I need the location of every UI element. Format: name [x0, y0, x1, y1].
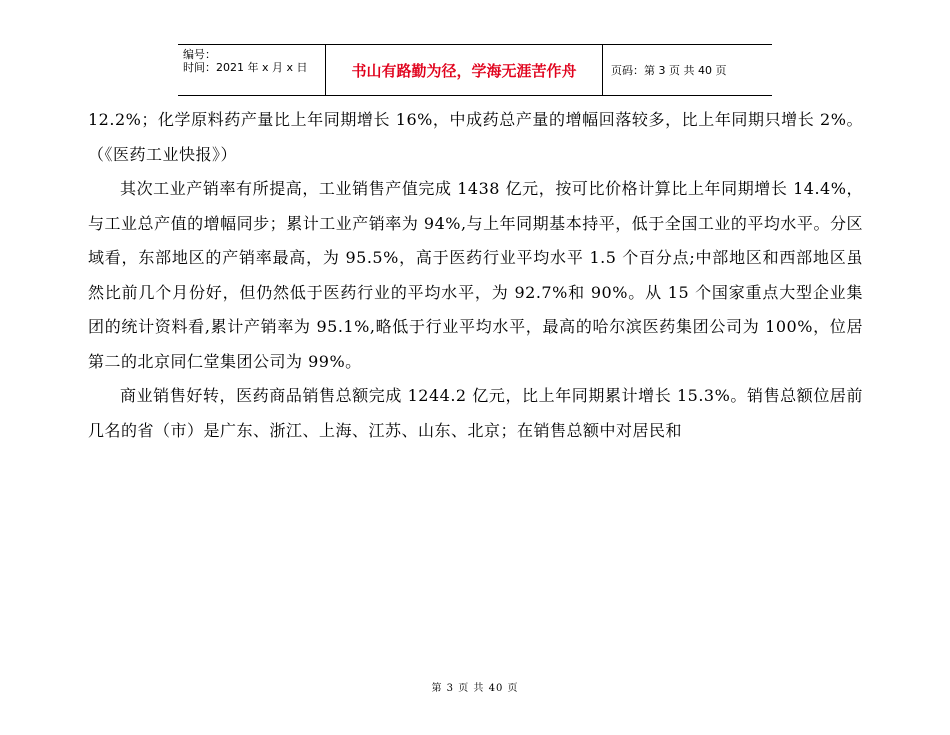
header-meta-cell	[178, 45, 326, 95]
paragraph-continued: 12.2%；化学原料药产量比上年同期增长 16%，中成药总产量的增幅回落较多，比上年同期只增长 2%。（《医药工业快报》）	[88, 110, 863, 164]
header-number-label: 编号：	[183, 48, 216, 61]
header-motto: 书山有路勤为径，学海无涯苦作舟	[326, 45, 603, 95]
paragraph-commercial-sales: 商业销售好转，医药商品销售总额完成 1244.2 亿元，比上年同期累计增长 15.3%。销售总额位居前几名的省（市）是广东、浙江、上海、江苏、山东、北京；在销售总额中对居民和	[88, 386, 863, 440]
page-footer: 第 3 页 共 40 页	[431, 683, 519, 694]
header-time-label: 时间：2021 年 x 月 x 日	[183, 61, 308, 74]
document-body	[88, 103, 863, 448]
header-page-info: 页码：第 3 页 共 40 页	[611, 64, 727, 77]
paragraph-industrial-sales: 其次工业产销率有所提高，工业销售产值完成 1438 亿元，按可比价格计算比上年同期增长 14.4%，与工业总产值的增幅同步；累计工业产销率为 94%,与上年同期基本持平，低于全国工业的平均水平。分区域看，东部地区的产销率最高，为 95.5%，高于医药行业平均水平 1.5 个百分点;中部地区和西部地区虽然比前几个月份好，但仍然低于医药行业的平均水平，为 92.7%和 90%。从 15 个国家重点大型企业集团的统计资料看,累计产销率为 95.1%,略低于行业平均水平，最高的哈尔滨医药集团公司为 100%，位居第二的北京同仁堂集团公司为 99%。	[88, 179, 863, 371]
page-header	[178, 44, 772, 96]
